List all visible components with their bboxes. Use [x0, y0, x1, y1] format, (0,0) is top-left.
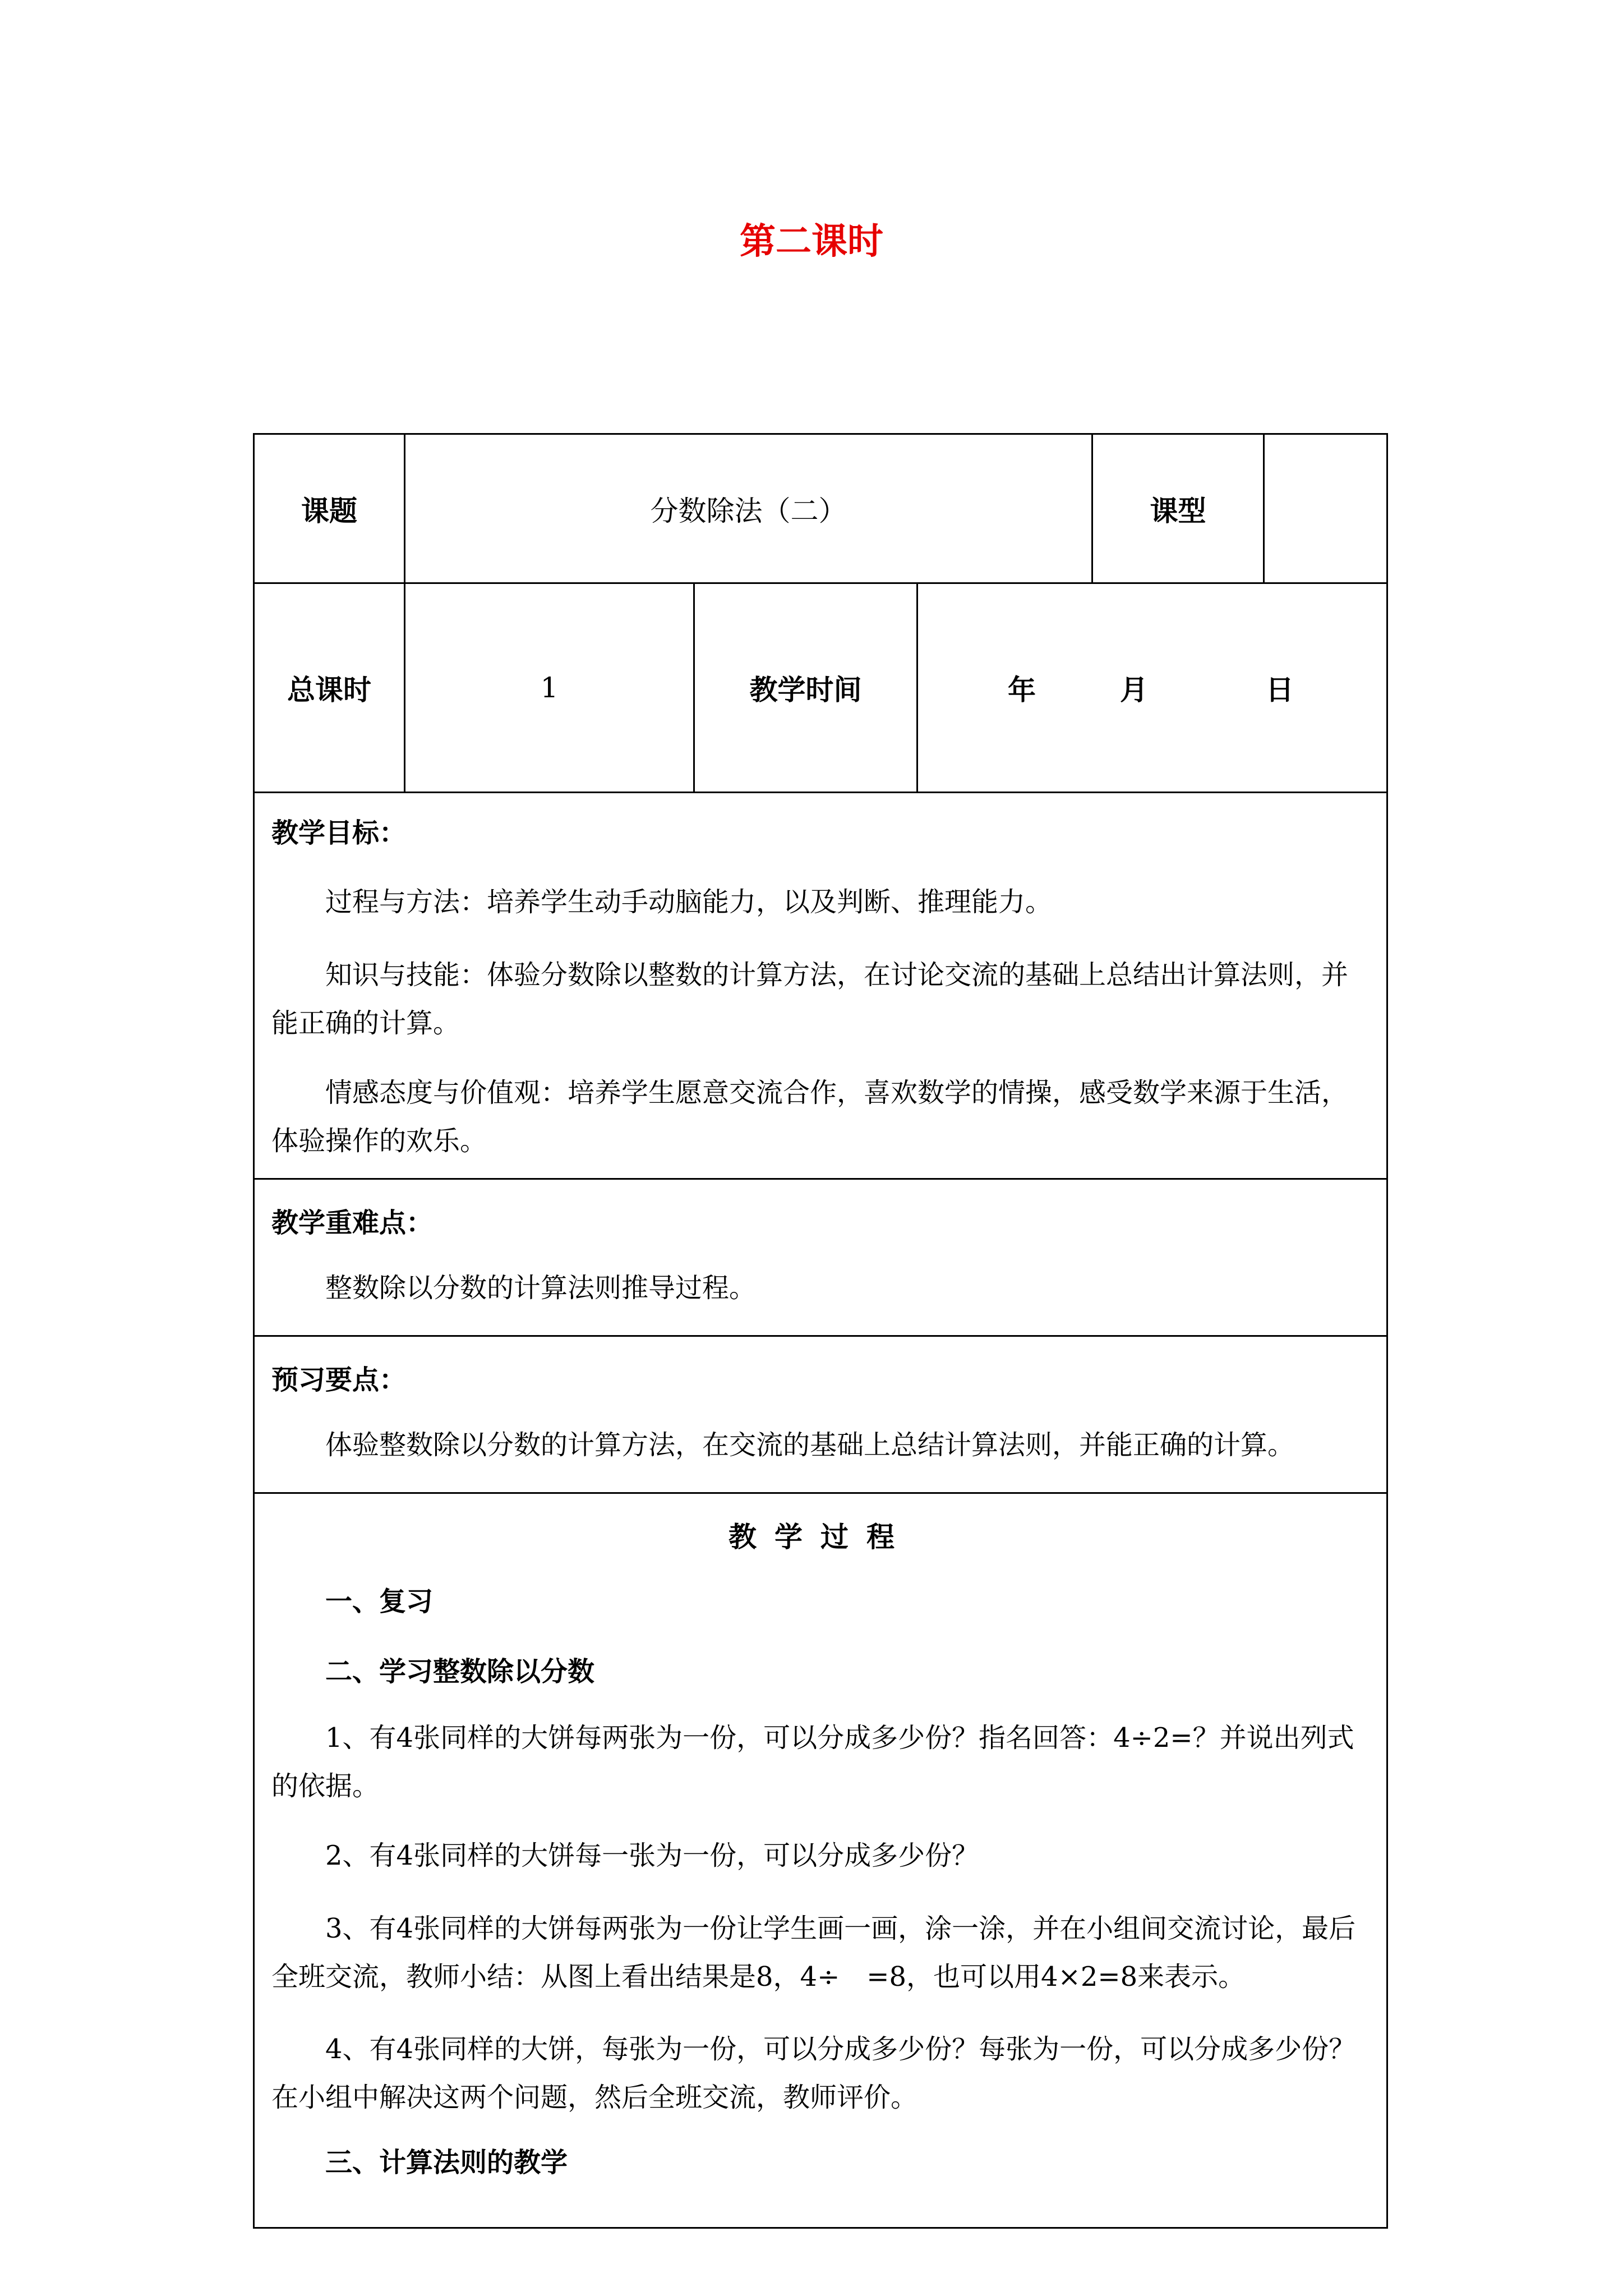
page-title: 第二课时 [740, 220, 883, 263]
process-section-review: 一、复习 [325, 1586, 434, 1617]
key-points-text: 整数除以分数的计算法则推导过程。 [325, 1272, 757, 1304]
process-section-rules: 三、计算法则的教学 [325, 2147, 568, 2178]
row-divider [255, 792, 1386, 793]
label-lesson-type: 课型 [1150, 494, 1206, 527]
row-divider [255, 1335, 1386, 1337]
key-points-heading: 教学重难点： [271, 1207, 434, 1239]
process-item: 4、有4张同样的大饼，每张为一份，可以分成多少份？每张为一份，可以分成多少份？在小组中解决这两个问题，然后全班交流，教师评价。 [271, 2033, 1356, 2113]
label-total-periods: 总课时 [287, 673, 371, 706]
objective-item: 情感态度与价值观：培养学生愿意交流合作，喜欢数学的情操，感受数学来源于生活，体验操作的欢乐。 [271, 1077, 1349, 1157]
total-periods-value: 1 [540, 671, 559, 704]
process-item: 3、有4张同样的大饼每两张为一份让学生画一画，涂一涂，并在小组间交流讨论，最后全班交流，教师小结：从图上看出结果是8，4÷ =8，也可以用4×2=8来表示。 [271, 1913, 1356, 1993]
process-heading: 教学过程 [728, 1520, 912, 1553]
process-item: 1、有4张同样的大饼每两张为一份，可以分成多少份？指名回答：4÷2=？并说出列式的依据。 [271, 1722, 1354, 1802]
objective-item: 知识与技能：体验分数除以整数的计算方法，在讨论交流的基础上总结出计算法则，并能正确的计算。 [271, 959, 1349, 1039]
preview-text: 体验整数除以分数的计算方法，在交流的基础上总结计算法则，并能正确的计算。 [325, 1429, 1295, 1461]
topic-value: 分数除法（二） [650, 494, 847, 527]
label-topic: 课题 [301, 494, 357, 527]
preview-heading: 预习要点： [271, 1364, 407, 1396]
row-divider [255, 1492, 1386, 1494]
date-year: 年 [1008, 673, 1036, 706]
process-item: 2、有4张同样的大饼每一张为一份，可以分成多少份？ [325, 1840, 979, 1871]
lesson-plan-table [253, 433, 1388, 2229]
date-month: 月 [1120, 673, 1148, 706]
label-teaching-time: 教学时间 [749, 673, 862, 706]
process-section-integer-by-fraction: 二、学习整数除以分数 [325, 1656, 595, 1687]
row-divider [255, 1178, 1386, 1180]
lesson-type-value [1265, 435, 1386, 582]
objectives-heading: 教学目标： [271, 817, 407, 849]
date-field [918, 584, 1386, 792]
objective-item: 过程与方法：培养学生动手动脑能力，以及判断、推理能力。 [325, 886, 1053, 918]
date-day: 日 [1266, 673, 1294, 706]
